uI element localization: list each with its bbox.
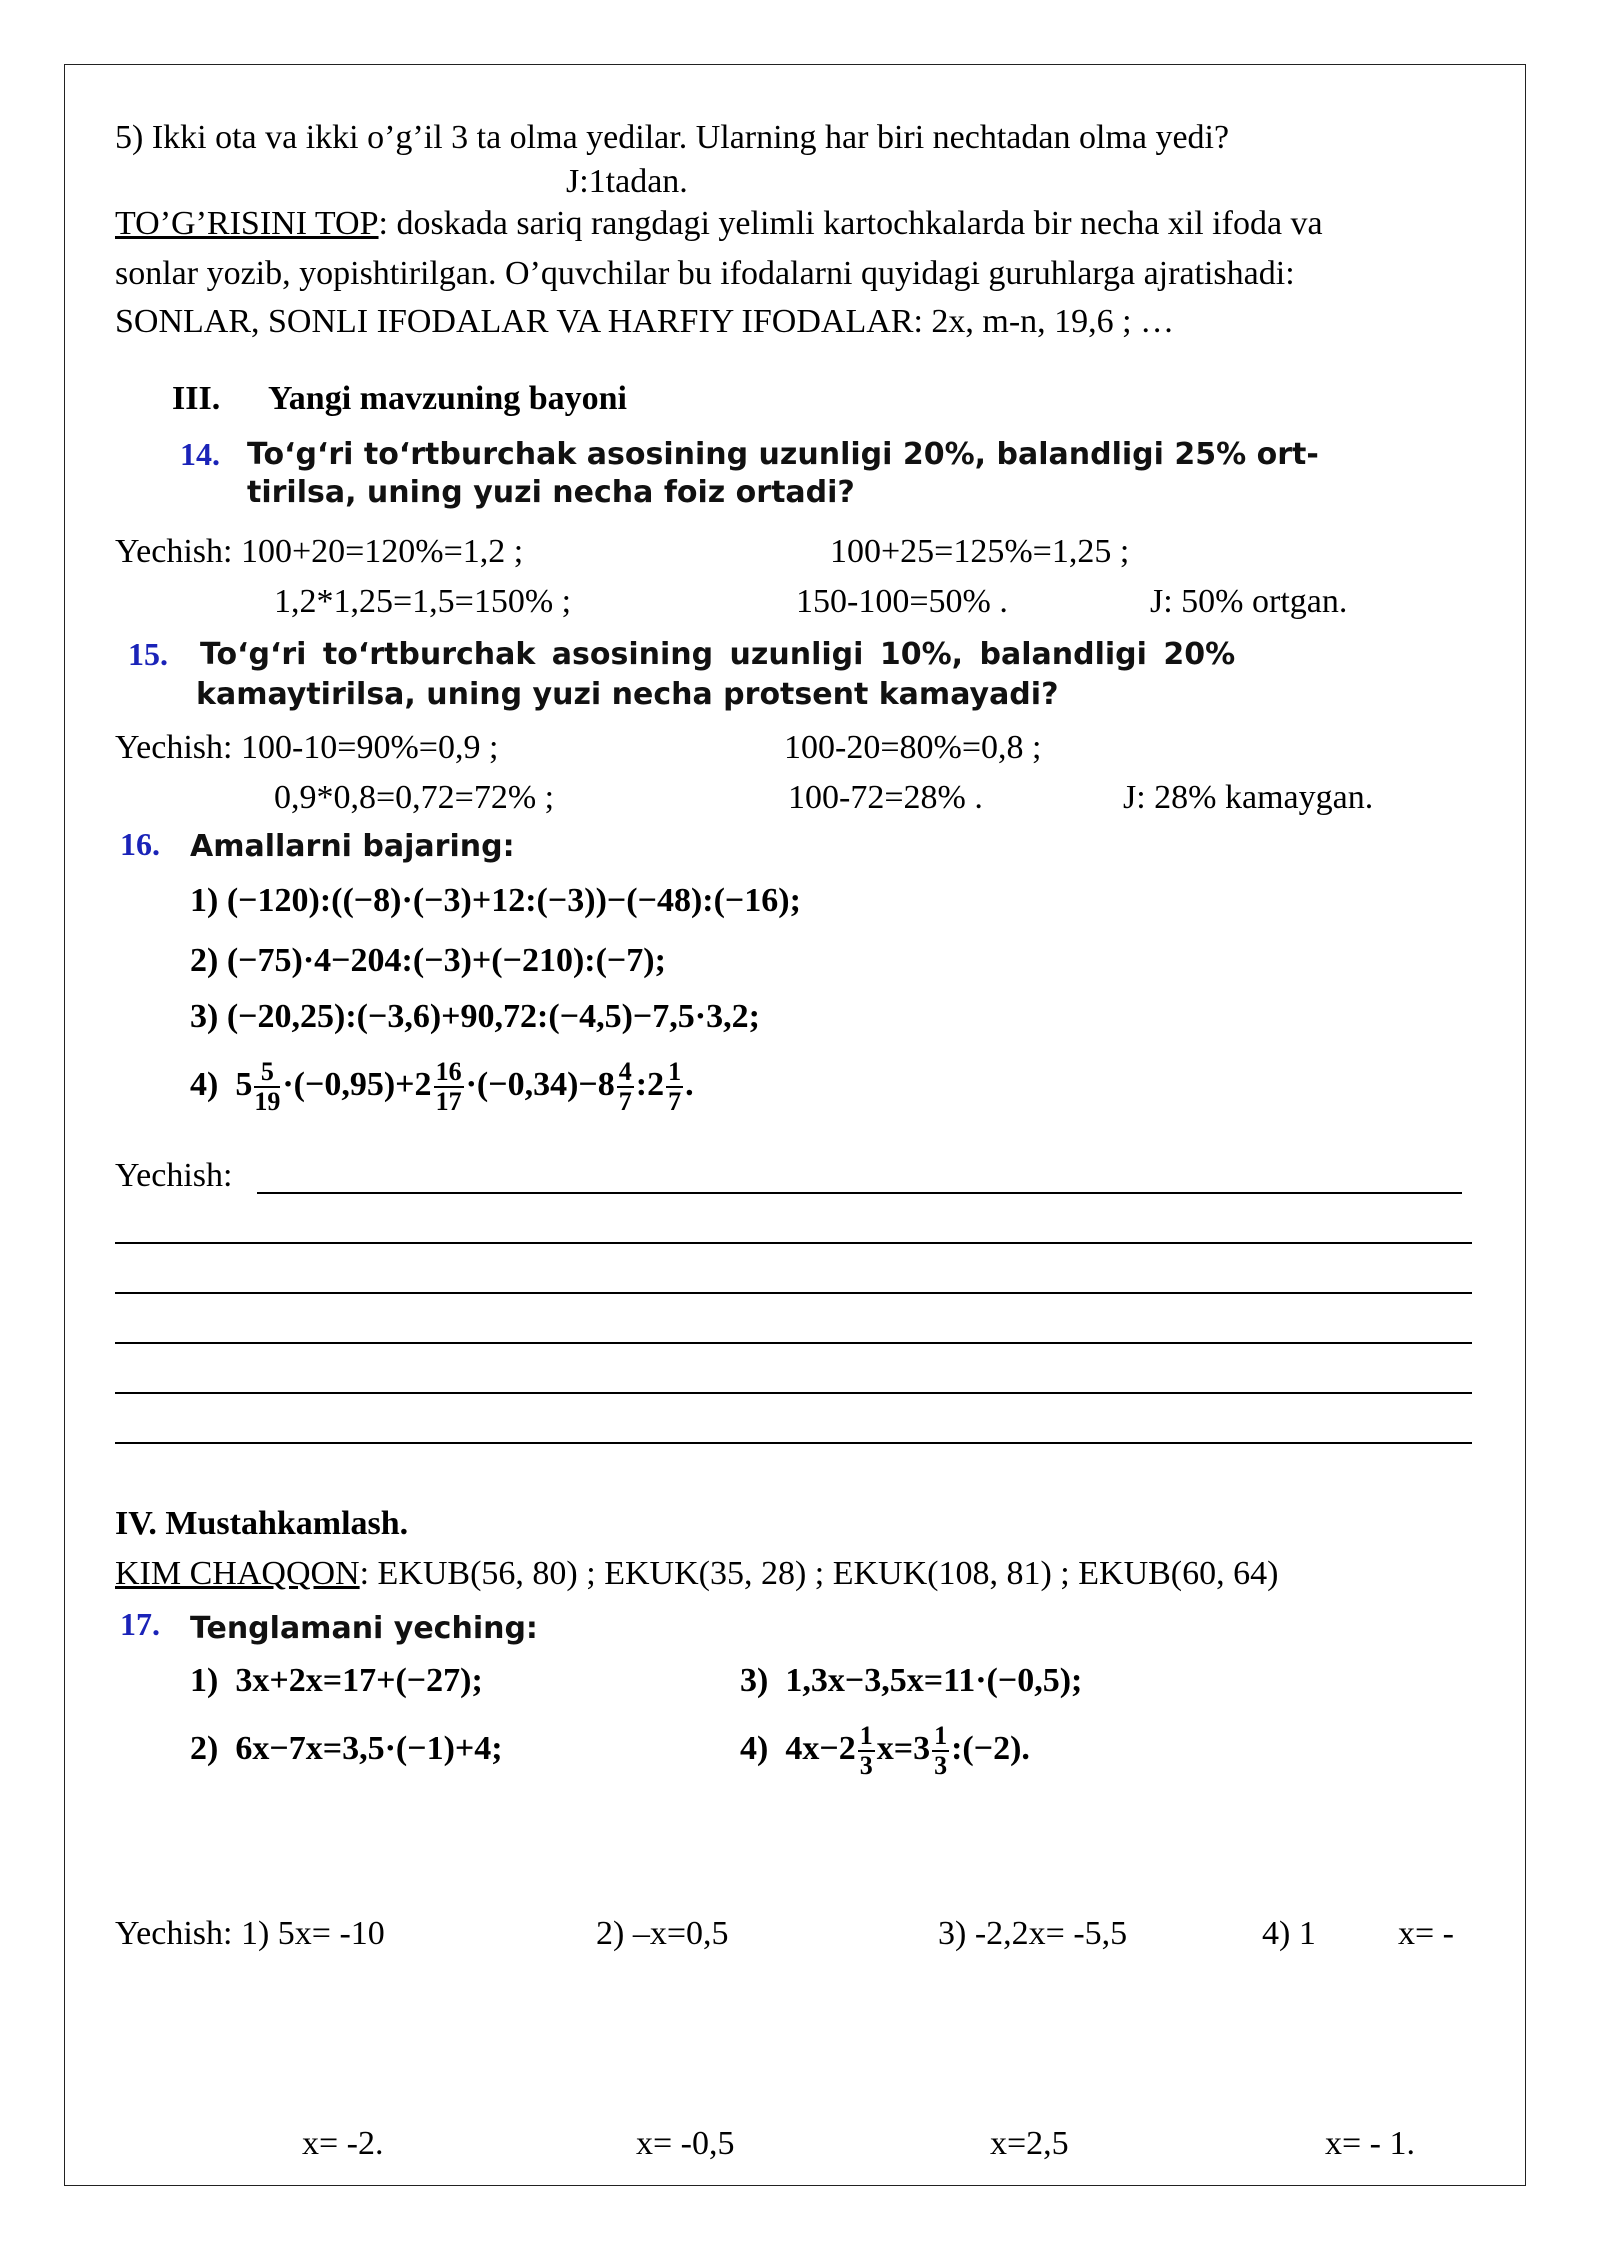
kim-chaqqon-label: KIM CHAQQON — [115, 1555, 360, 1592]
togrisini-top-label: TO’G’RISINI TOP — [115, 205, 379, 242]
eq-4-part-a: 4x−2 — [785, 1729, 856, 1767]
problem-17-solution-5: x= - — [1398, 1915, 1454, 1952]
expr-4-mid-3: :2 — [635, 1065, 665, 1103]
problem-16-solution-label: Yechish: — [115, 1157, 233, 1194]
problem-16-expr-1: 1) (−120):((−8)·(−3)+12:(−3))−(−48):(−16); — [190, 882, 801, 919]
frac-numerator: 4 — [618, 1057, 632, 1086]
problem-14-number: 14. — [180, 436, 220, 472]
answer-line-1[interactable] — [257, 1192, 1462, 1194]
problem-14-solution-2a: 1,2*1,25=1,5=150% ; — [274, 583, 572, 620]
problem-16-expr-4 — [190, 1058, 694, 1116]
problem-16-number: 16. — [120, 826, 160, 862]
frac-numerator: 1 — [859, 1721, 873, 1750]
problem-14-line2: tirilsa, uning yuzi necha foiz ortadi? — [247, 475, 855, 510]
problem-17-solution-1: Yechish: 1) 5x= -10 — [115, 1915, 385, 1952]
eq-4-part-c: :(−2). — [951, 1729, 1030, 1767]
fraction-4-7 — [617, 1058, 634, 1116]
problem-15-solution-2b: 100-72=28% . — [788, 779, 983, 816]
expr-4-label: 4) — [190, 1065, 219, 1103]
frac-denominator: 19 — [254, 1087, 281, 1116]
fraction-1-3-b — [932, 1722, 949, 1780]
expr-4-mid-1: ·(−0,95)+2 — [282, 1065, 432, 1103]
kim-chaqqon-tasks: : EKUB(56, 80) ; EKUK(35, 28) ; EKUK(108, 81) ; EKUB(60, 64) — [359, 1555, 1279, 1592]
problem-16-expr-2: 2) (−75)·4−204:(−3)+(−210):(−7); — [190, 942, 666, 979]
problem-17-eq-1 — [190, 1660, 483, 1702]
expr-4-whole-1: 5 — [235, 1065, 253, 1103]
problem-17-number: 17. — [120, 1606, 160, 1642]
togrisini-top-line1 — [115, 204, 1323, 244]
problem-17-title: Tenglamani yeching: — [190, 1611, 538, 1646]
problem-17-eq-2 — [190, 1728, 503, 1770]
problem-14-solution-2b: 150-100=50% . — [796, 583, 1008, 620]
fraction-5-19 — [254, 1058, 280, 1116]
frac-numerator: 16 — [435, 1057, 462, 1086]
problem-17-answer-1: x= -2. — [302, 2125, 384, 2162]
frac-denominator: 7 — [668, 1087, 682, 1116]
answer-line-5[interactable] — [115, 1392, 1472, 1394]
problem-17-answer-2: x= -0,5 — [636, 2125, 735, 2162]
eq-label: 4) — [740, 1729, 769, 1767]
frac-denominator: 17 — [435, 1087, 462, 1116]
fraction-1-7 — [666, 1058, 683, 1116]
problem-15-solution-2a: 0,9*0,8=0,72=72% ; — [274, 779, 555, 816]
eq-expr: 1,3x−3,5x=11·(−0,5); — [785, 1662, 1083, 1699]
frac-numerator: 5 — [254, 1058, 280, 1088]
problem-14-answer: J: 50% ortgan. — [1150, 583, 1348, 620]
frac-numerator: 1 — [668, 1057, 682, 1086]
problem-15-line2: kamaytirilsa, uning yuzi necha protsent kamayadi? — [196, 677, 1059, 712]
togrisini-top-line2: sonlar yozib, yopishtirilgan. O’quvchilar bu ifodalarni quyidagi guruhlarga ajratishadi: — [115, 255, 1295, 292]
fraction-16-17 — [434, 1058, 464, 1116]
problem-5-text: 5) Ikki ota va ikki o’g’il 3 ta olma yedilar. Ularning har biri nechtadan olma yedi? — [115, 119, 1230, 156]
problem-16-expr-3: 3) (−20,25):(−3,6)+90,72:(−4,5)−7,5·3,2; — [190, 998, 760, 1035]
answer-line-6[interactable] — [115, 1442, 1472, 1444]
problem-5-answer: J:1tadan. — [566, 163, 688, 200]
fraction-1-3-a — [858, 1722, 875, 1780]
eq-expr: 6x−7x=3,5·(−1)+4; — [235, 1730, 503, 1767]
kim-chaqqon-line — [115, 1554, 1278, 1594]
problem-14-solution-1a: Yechish: 100+20=120%=1,2 ; — [115, 533, 524, 570]
problem-17-solution-3: 3) -2,2x= -5,5 — [938, 1915, 1128, 1952]
problem-17-eq-3 — [740, 1660, 1082, 1702]
answer-line-4[interactable] — [115, 1342, 1472, 1344]
frac-denominator: 3 — [934, 1751, 948, 1780]
problem-16-title: Amallarni bajaring: — [190, 829, 515, 864]
problem-17-eq-4 — [740, 1722, 1030, 1780]
answer-line-3[interactable] — [115, 1292, 1472, 1294]
expr-4-end: . — [685, 1065, 694, 1103]
expr-4-mid-2: ·(−0,34)−8 — [465, 1065, 615, 1103]
frac-denominator: 7 — [618, 1087, 632, 1116]
eq-label: 1) — [190, 1662, 219, 1699]
eq-label: 3) — [740, 1662, 769, 1699]
answer-line-2[interactable] — [115, 1242, 1472, 1244]
togrisini-top-line1-text: : doskada sariq rangdagi yelimli kartochkalarda bir necha xil ifoda va — [378, 205, 1323, 242]
section-3-numeral: III. — [172, 380, 221, 417]
problem-15-answer: J: 28% kamaygan. — [1123, 779, 1374, 816]
eq-label: 2) — [190, 1730, 219, 1767]
problem-17-answer-4: x= - 1. — [1325, 2125, 1415, 2162]
problem-15-solution-1a: Yechish: 100-10=90%=0,9 ; — [115, 729, 499, 766]
eq-4-part-b: x=3 — [876, 1729, 931, 1767]
section-4-title: IV. Mustahkamlash. — [115, 1505, 409, 1542]
problem-14-solution-1b: 100+25=125%=1,25 ; — [830, 533, 1130, 570]
problem-17-answer-3: x=2,5 — [990, 2125, 1069, 2162]
problem-14-line1: To‘g‘ri to‘rtburchak asosining uzunligi 20%, balandligi 25% ort- — [247, 437, 1319, 472]
frac-numerator: 1 — [934, 1721, 948, 1750]
frac-denominator: 3 — [859, 1751, 873, 1780]
problem-15-line1: To‘g‘ri to‘rtburchak asosining uzunligi 10%, balandligi 20% — [200, 637, 1236, 672]
problem-17-solution-2: 2) –x=0,5 — [596, 1915, 729, 1952]
problem-17-solution-4: 4) 1 — [1262, 1915, 1316, 1952]
togrisini-top-line3: SONLAR, SONLI IFODALAR VA HARFIY IFODALAR: 2x, m-n, 19,6 ; … — [115, 303, 1175, 340]
section-3-title: Yangi mavzuning bayoni — [268, 380, 627, 417]
problem-15-number: 15. — [128, 636, 168, 672]
eq-expr: 3x+2x=17+(−27); — [235, 1662, 483, 1699]
problem-15-solution-1b: 100-20=80%=0,8 ; — [784, 729, 1042, 766]
